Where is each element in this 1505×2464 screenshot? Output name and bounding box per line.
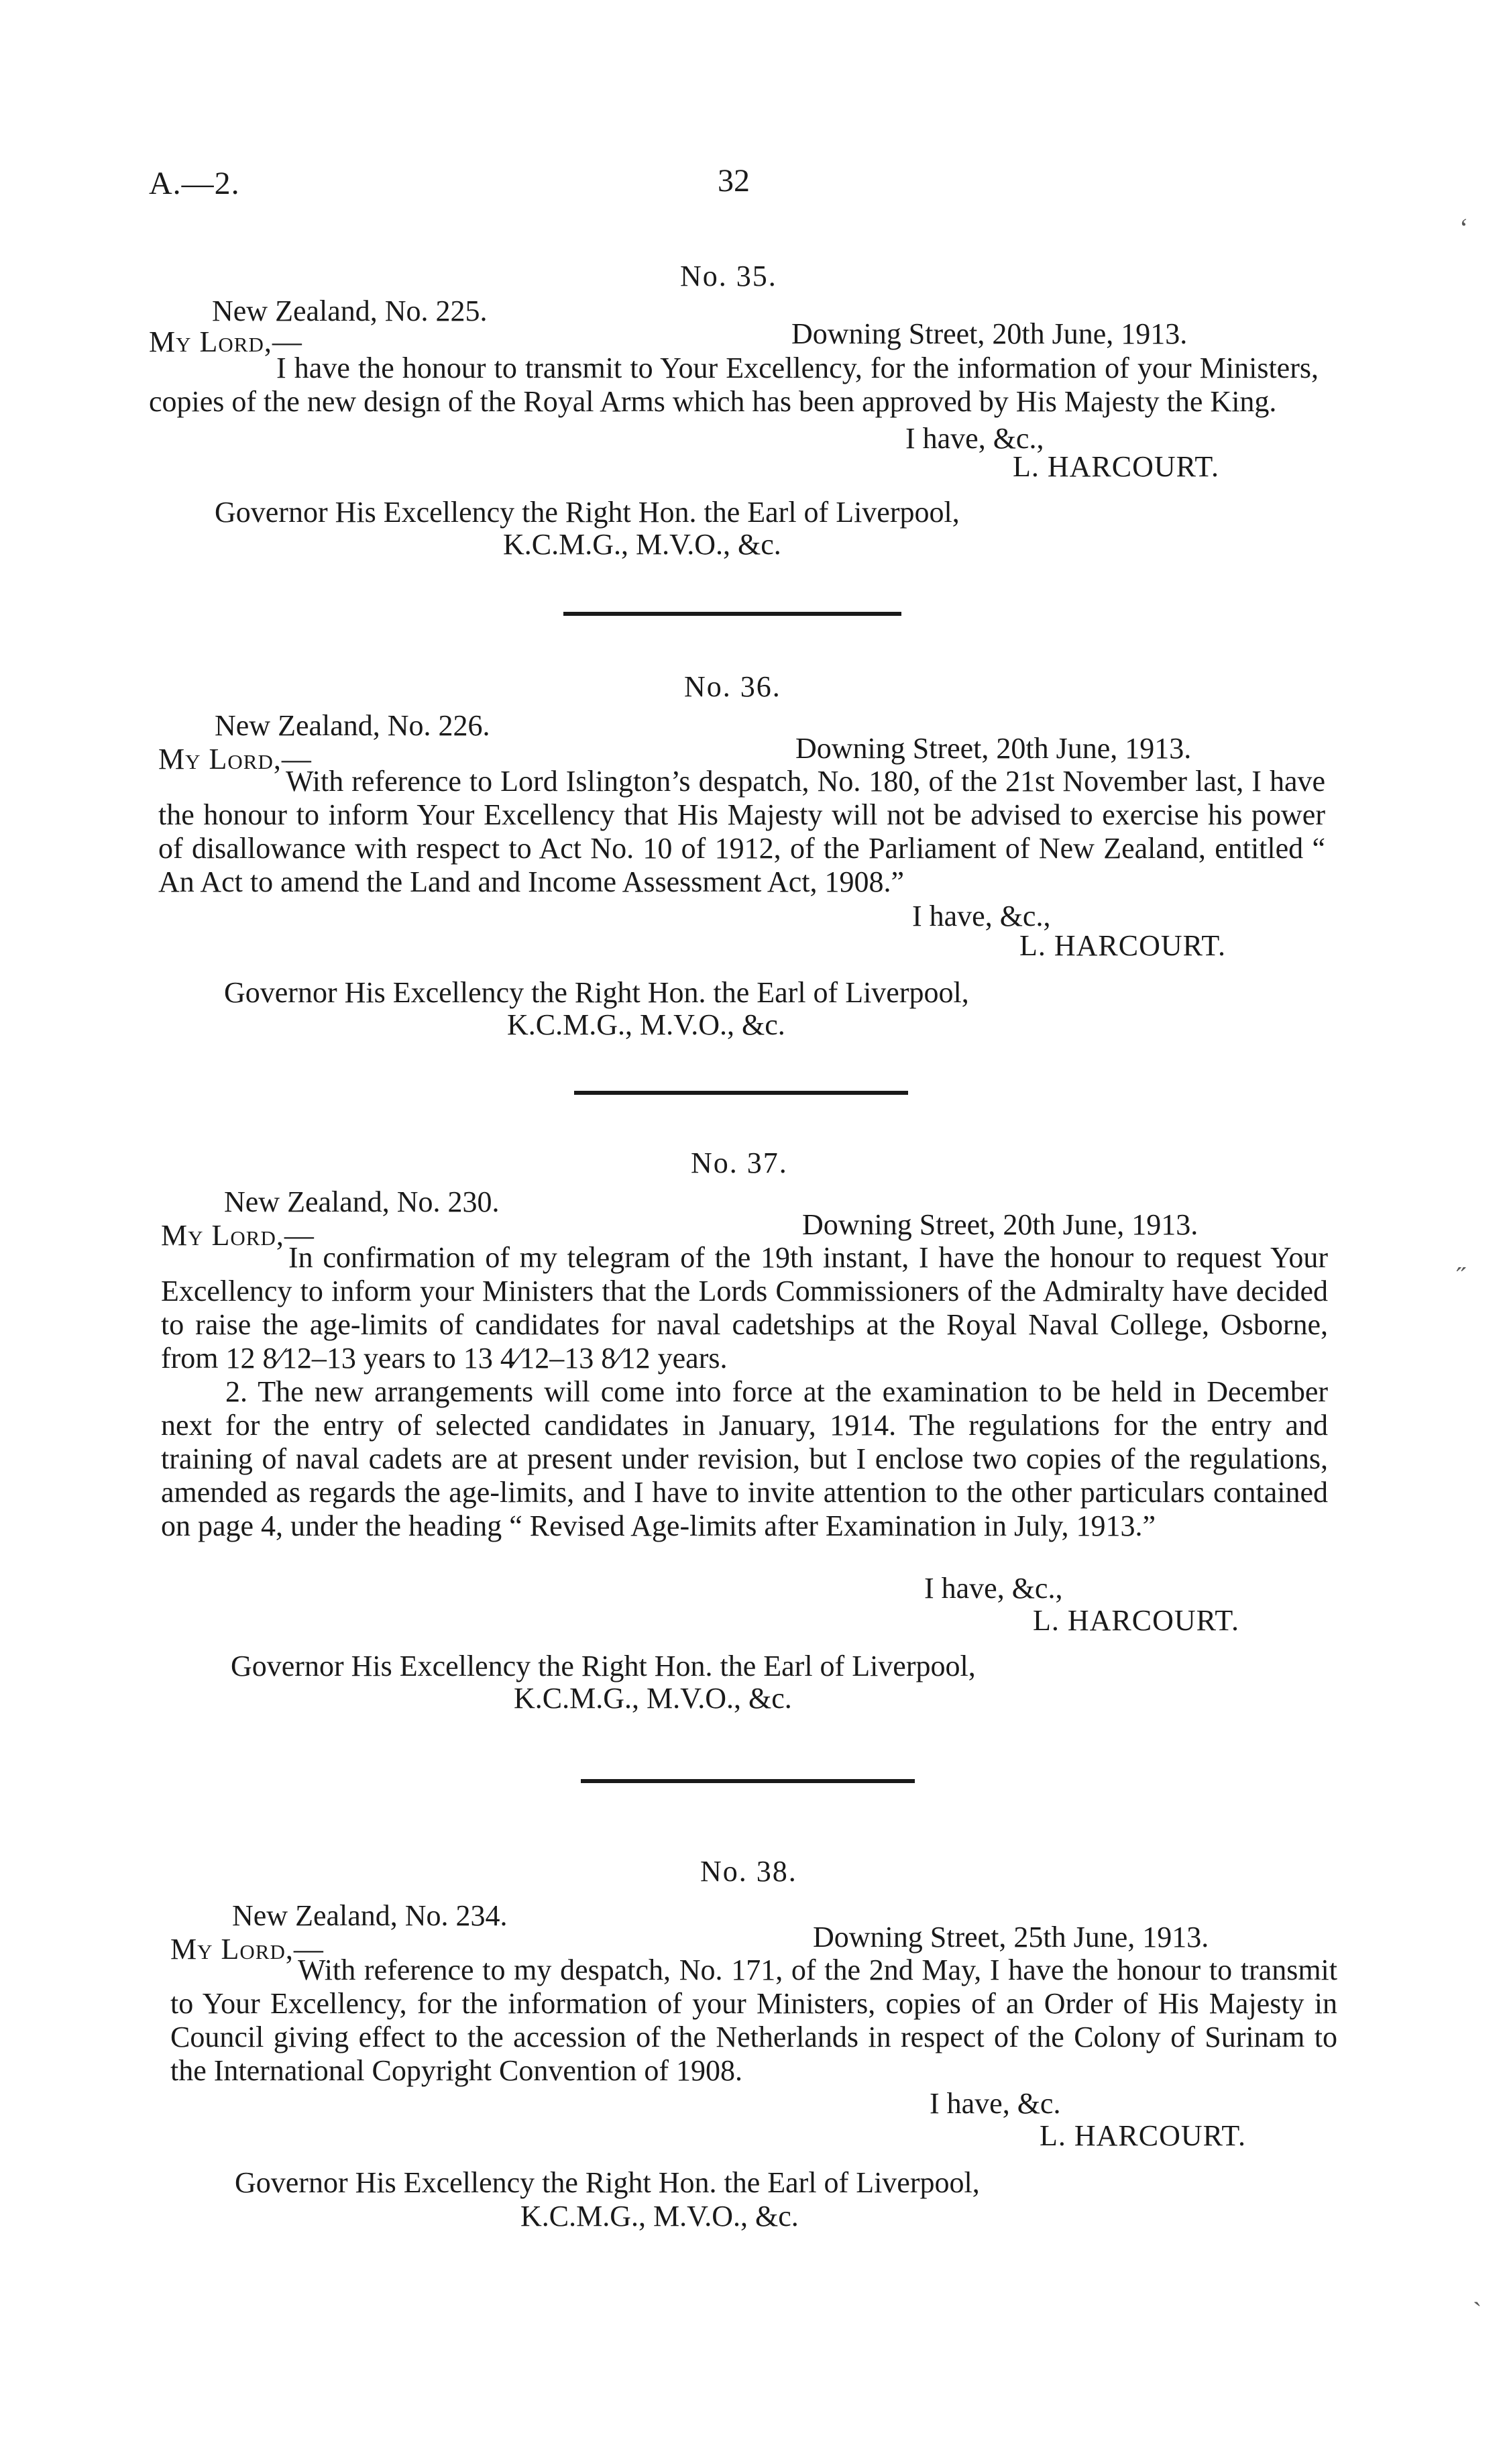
despatch-body (170, 1953, 1337, 2088)
section-divider (574, 1091, 908, 1095)
body-paragraph: 2. The new arrangements will come into force at the examination to be held in December next for the entry of selected candidates in January, 1914. The regulations for the entry and training of naval cadets are at present under revision, but I enclose two copies of the regulations, amended as regards the age-limits, and I have to invite attention to the other particulars contained on page 4, under the heading “ Revised Age-limits after Examination in July, 1913.” (161, 1375, 1328, 1542)
salutation: My Lord,— (170, 1933, 324, 1966)
section-divider (581, 1779, 915, 1783)
scan-speck: ˶ (1457, 1250, 1466, 1280)
scan-speck: ‘ (1459, 213, 1469, 243)
salutation: My Lord,— (161, 1219, 315, 1252)
dominion-reference: New Zealand, No. 230. (224, 1185, 500, 1218)
scan-speck: ˏ (1473, 2276, 1482, 2306)
signature: L. HARCOURT. (1019, 929, 1226, 962)
place-date: Downing Street, 20th June, 1913. (795, 732, 1192, 765)
addressee: Governor His Excellency the Right Hon. the Earl of Liverpool, (231, 1650, 976, 1682)
salutation: My Lord,— (149, 325, 302, 358)
document-reference: A.—2. (149, 166, 240, 201)
addressee: Governor His Excellency the Right Hon. the Earl of Liverpool, (215, 496, 960, 529)
addressee: Governor His Excellency the Right Hon. the Earl of Liverpool, (235, 2166, 980, 2199)
page-number: 32 (718, 163, 750, 199)
despatch-number: No. 37. (691, 1146, 788, 1179)
body-paragraph: I have the honour to transmit to Your Excellency, for the information of your Ministers, copies of the new design of the Royal Arms which has been approved by His Majesty the King. (149, 352, 1319, 418)
place-date: Downing Street, 20th June, 1913. (802, 1208, 1199, 1241)
despatch-body (161, 1241, 1328, 1543)
despatch-number: No. 35. (680, 260, 777, 292)
despatch-body (158, 765, 1325, 899)
despatch-number: No. 38. (700, 1855, 797, 1888)
signature: L. HARCOURT. (1013, 450, 1219, 483)
place-date: Downing Street, 25th June, 1913. (813, 1921, 1209, 1953)
salutation: My Lord,— (158, 743, 312, 775)
closing: I have, &c., (924, 1572, 1063, 1605)
addressee-honours: K.C.M.G., M.V.O., &c. (514, 1682, 792, 1715)
place-date: Downing Street, 20th June, 1913. (791, 317, 1188, 350)
addressee-honours: K.C.M.G., M.V.O., &c. (507, 1008, 785, 1041)
closing: I have, &c., (905, 422, 1044, 455)
closing: I have, &c. (930, 2087, 1061, 2120)
body-paragraph: With reference to my despatch, No. 171, of the 2nd May, I have the honour to transmit to Your Excellency, for the information of your Ministers, copies of an Order of His Majesty in Council giving effect to the accession of the Netherlands in respect of the Colony of Surinam to the International Copyright Convention of 1908. (170, 1953, 1337, 2087)
signature: L. HARCOURT. (1033, 1604, 1239, 1637)
signature: L. HARCOURT. (1040, 2119, 1246, 2152)
addressee-honours: K.C.M.G., M.V.O., &c. (520, 2200, 799, 2233)
dominion-reference: New Zealand, No. 234. (232, 1899, 508, 1932)
dominion-reference: New Zealand, No. 226. (215, 709, 490, 742)
despatch-number: No. 36. (684, 670, 781, 703)
body-paragraph: With reference to Lord Islington’s despatch, No. 180, of the 21st November last, I have the honour to inform Your Excellency that His Majesty will not be advised to exercise his power of disallowance with respect to Act No. 10 of 1912, of the Parliament of New Zealand, entitled “ An Act to amend the Land and Income Assessment Act, 1908.” (158, 765, 1325, 898)
body-paragraph: In confirmation of my telegram of the 19th instant, I have the honour to request Your Excellency to inform your Ministers that the Lords Commissioners of the Admiralty have decided to raise the age-limits of candidates for naval cadetships at the Royal Naval College, Osborne, from 12 8⁄12–13 years to 13 4⁄12–13 8⁄12 years. (161, 1241, 1328, 1375)
section-divider (563, 612, 901, 616)
addressee: Governor His Excellency the Right Hon. the Earl of Liverpool, (224, 976, 969, 1009)
despatch-body (149, 352, 1319, 419)
addressee-honours: K.C.M.G., M.V.O., &c. (503, 528, 781, 561)
dominion-reference: New Zealand, No. 225. (212, 294, 488, 327)
closing: I have, &c., (912, 900, 1051, 932)
